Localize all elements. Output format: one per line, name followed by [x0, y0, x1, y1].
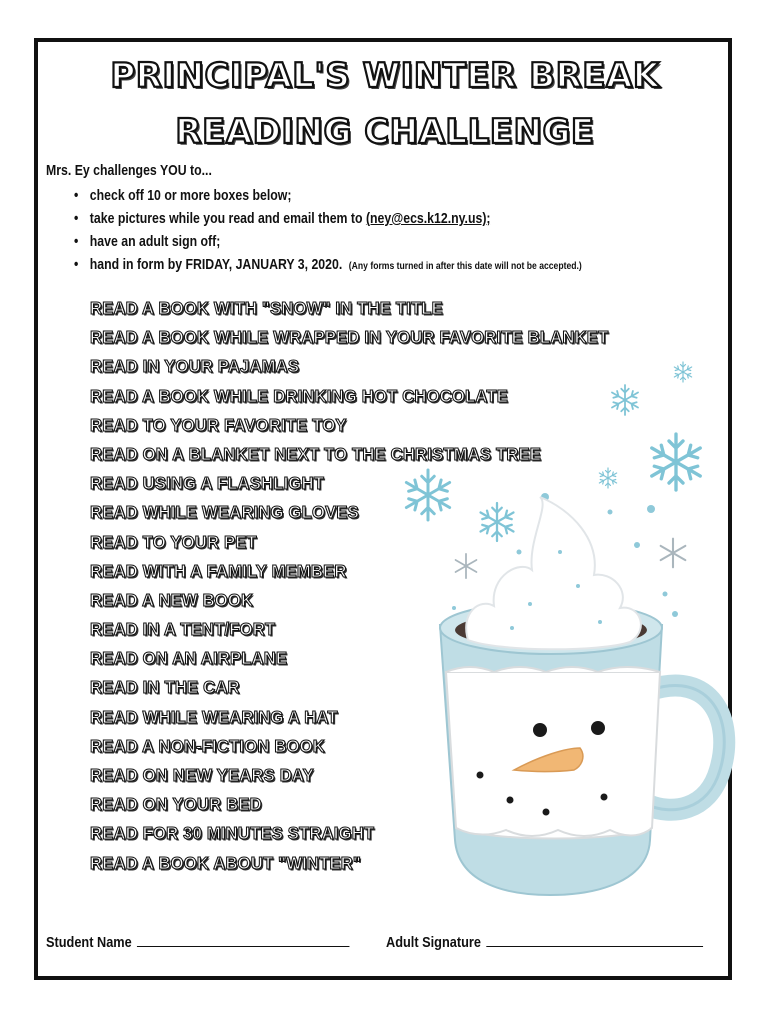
snowflake-icon — [406, 470, 449, 520]
challenge-item: READ IN THE CAR — [90, 677, 240, 698]
deadline-note: (Any forms turned in after this date will not be accepted.) — [348, 260, 582, 272]
snowflake-icon — [652, 434, 700, 490]
challenge-item: READ ON AN AIRPLANE — [90, 648, 288, 669]
instruction-text: take pictures while you read and email them to — [89, 210, 363, 227]
challenge-item: READ A BOOK WITH "SNOW" IN THE TITLE — [90, 298, 443, 318]
challenge-item: READ TO YOUR FAVORITE TOY — [90, 414, 347, 435]
snowflake-icon — [599, 468, 616, 488]
challenge-item: READ WHILE WEARING GLOVES — [90, 502, 359, 523]
challenge-item: READ ON A BLANKET NEXT TO THE CHRISTMAS TREE — [90, 443, 542, 464]
student-name-line[interactable] — [137, 932, 350, 947]
challenge-item: READ USING A FLASHLIGHT — [90, 473, 325, 494]
challenge-item: READ A BOOK WHILE DRINKING HOT CHOCOLATE — [90, 385, 508, 406]
instruction-text: have an adult sign off; — [89, 233, 221, 250]
adult-signature-line[interactable] — [486, 932, 703, 947]
challenge-item: READ IN YOUR PAJAMAS — [90, 356, 300, 377]
instruction-text: check off 10 or more boxes below; — [89, 187, 292, 204]
challenge-item: READ IN A TENT/FORT — [90, 619, 276, 640]
challenge-item: READ A NEW BOOK — [90, 589, 254, 610]
sparkle-icon — [456, 554, 477, 578]
page-title-line-1: PRINCIPAL'S WINTER BREAK — [110, 56, 660, 96]
challenge-item: READ WITH A FAMILY MEMBER — [90, 560, 347, 581]
adult-signature-label: Adult Signature — [386, 934, 481, 951]
challenge-item: READ ON NEW YEARS DAY — [90, 765, 314, 785]
snowflake-icon — [481, 503, 514, 541]
snowflake-icon — [674, 362, 691, 382]
challenge-item: READ FOR 30 MINUTES STRAIGHT — [90, 823, 375, 844]
challenge-item: READ A NON-FICTION BOOK — [90, 735, 325, 756]
challenge-item: READ TO YOUR PET — [90, 531, 257, 552]
intro-text: Mrs. Ey challenges YOU to... — [46, 162, 212, 179]
page-title-line-2: READING CHALLENGE — [175, 112, 595, 152]
student-name-label: Student Name — [46, 934, 132, 951]
adult-signature-field[interactable] — [386, 932, 703, 951]
challenge-item: READ A BOOK ABOUT "WINTER" — [90, 852, 362, 873]
student-name-field[interactable] — [46, 932, 349, 951]
challenge-item: READ WHILE WEARING A HAT — [90, 706, 338, 727]
email-link[interactable]: (ney@ecs.k12.ny.us); — [365, 210, 491, 227]
hot-chocolate-mug-icon — [440, 497, 724, 895]
challenge-item: READ A BOOK WHILE WRAPPED IN YOUR FAVORITE BLANKET — [90, 327, 609, 348]
snowflake-icon — [612, 385, 638, 415]
instruction-text: hand in form by FRIDAY, JANUARY 3, 2020. — [89, 256, 343, 273]
challenge-item: READ ON YOUR BED — [90, 794, 262, 815]
sparkle-icon — [661, 539, 686, 568]
